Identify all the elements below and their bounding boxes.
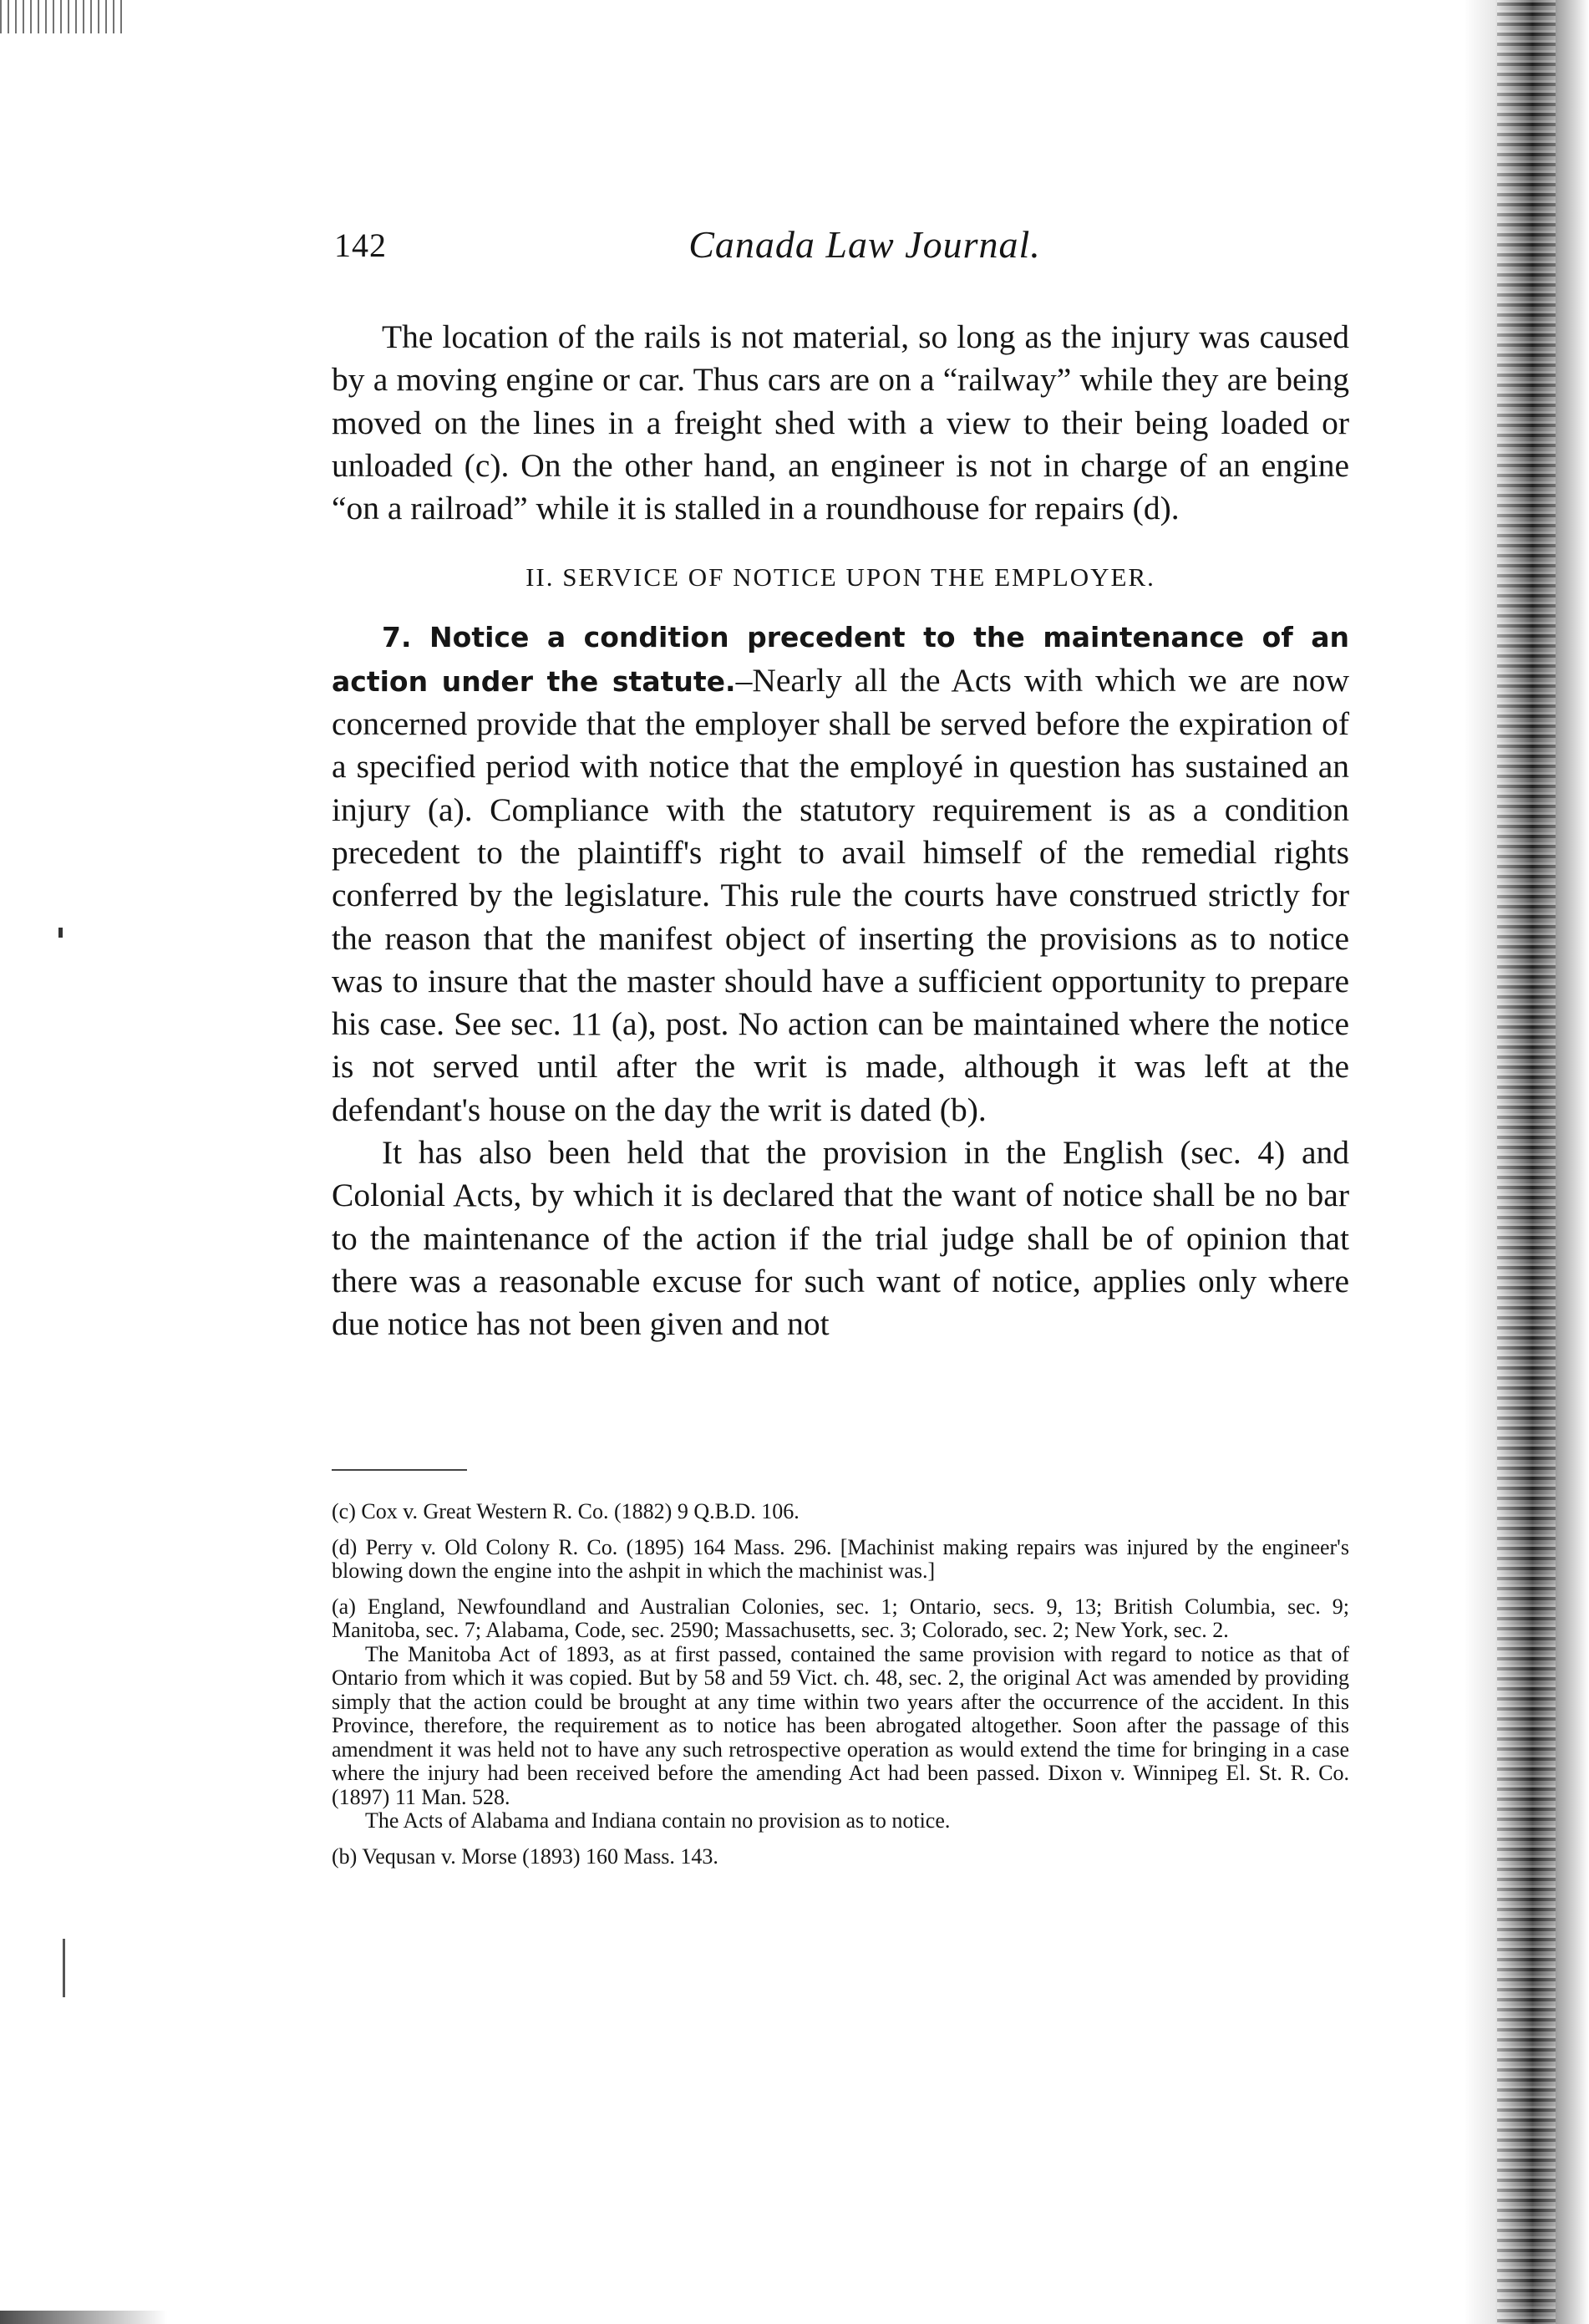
page-number: 142 xyxy=(334,226,387,264)
footnote-a-continuation: The Acts of Alabama and Indiana contain no provision as to notice. xyxy=(365,1808,951,1833)
paragraph-lead: 7. Notice a condition precedent to the maintenance of an action under the statute. xyxy=(332,621,1349,698)
scan-mark xyxy=(58,928,63,938)
footnote-a: (a) England, Newfoundland and Australian Colonies, sec. 1; Ontario, secs. 9, 13; British Columbia, sec. 9; Manitoba, sec. 7; Alabama, Code, sec. 2590; Massachusetts, sec. 3; Colorado, sec. 2; New York, sec. 2. xyxy=(332,1594,1349,1642)
scan-texture-right-edge xyxy=(1497,0,1556,2324)
footnote-d: (d) Perry v. Old Colony R. Co. (1895) 164 Mass. 296. [Machinist making repairs was injured by the engineer's blowing down the engine into the ashpit in which the machinist was.] xyxy=(332,1534,1349,1583)
section-heading: II. SERVICE OF NOTICE UPON THE EMPLOYER. xyxy=(525,562,1155,592)
paragraph: It has also been held that the provision in the English (sec. 4) and Colonial Acts, by which it is declared that the want of notice shall be no bar to the maintenance of the action if the trial judge shall be of opinion that there was a reasonable excuse for such want of notice, applies only where due notice has not been given and not xyxy=(332,1134,1349,1343)
footnote-a-continuation: The Manitoba Act of 1893, as at first passed, contained the same provision with regard to notice as that of Ontario from which it was copied. But by 58 and 59 Vict. ch. 48, sec. 2, the original Act was amended by providing simply that the action could be brought at any time within two years after the occurrence of the accident. In this Province, therefore, the requirement as to notice has been abrogated altogether. Soon after the passage of this amendment it was held not to have any such retrospective operation as would extend the time for bringing in a case where the injury had been received before the amending Act had been passed. Dixon v. Winnipeg El. St. R. Co. (1897) 11 Man. 528. xyxy=(332,1641,1349,1809)
footnotes xyxy=(332,1500,1349,1869)
scan-mark xyxy=(63,1939,65,1997)
paragraph xyxy=(332,615,1349,1131)
footnote-b: (b) Vequsan v. Morse (1893) 160 Mass. 143. xyxy=(332,1843,718,1869)
body-text xyxy=(332,316,1349,1346)
scan-artifact-top-left xyxy=(0,0,125,33)
paragraph: The location of the rails is not material, so long as the injury was caused by a moving engine or car. Thus cars are on a “railway” while they are being moved on the lines in a freight shed with a view to their being loaded or unloaded (c). On the other hand, an engineer is not in charge of an engine “on a railroad” while it is stalled in a roundhouse for repairs (d). xyxy=(332,318,1349,527)
footnote-divider xyxy=(332,1469,467,1471)
paragraph-text: –Nearly all the Acts with which we are now concerned provide that the employer shall be served before the expiration of a specified period with notice that the employé in question has sustained an injury (a). Compliance with the statutory requirement is as a condition precedent to the plaintiff's right to avail himself of the remedial rights conferred by the legislature. This rule the courts have construed strictly for the reason that the manifest object of inserting the provisions as to notice was to insure that the master should have a sufficient opportunity to prepare his case. See sec. 11 (a), post. No action can be maintained where the notice is not served until after the writ is made, although it was left at the defendant's house on the day the writ is dated (b). xyxy=(332,661,1349,1128)
footnote-c: (c) Cox v. Great Western R. Co. (1882) 9 Q.B.D. 106. xyxy=(332,1499,800,1523)
scan-artifact-bottom-left xyxy=(0,2311,167,2324)
running-head xyxy=(334,223,1395,276)
journal-title: Canada Law Journal. xyxy=(688,223,1041,266)
